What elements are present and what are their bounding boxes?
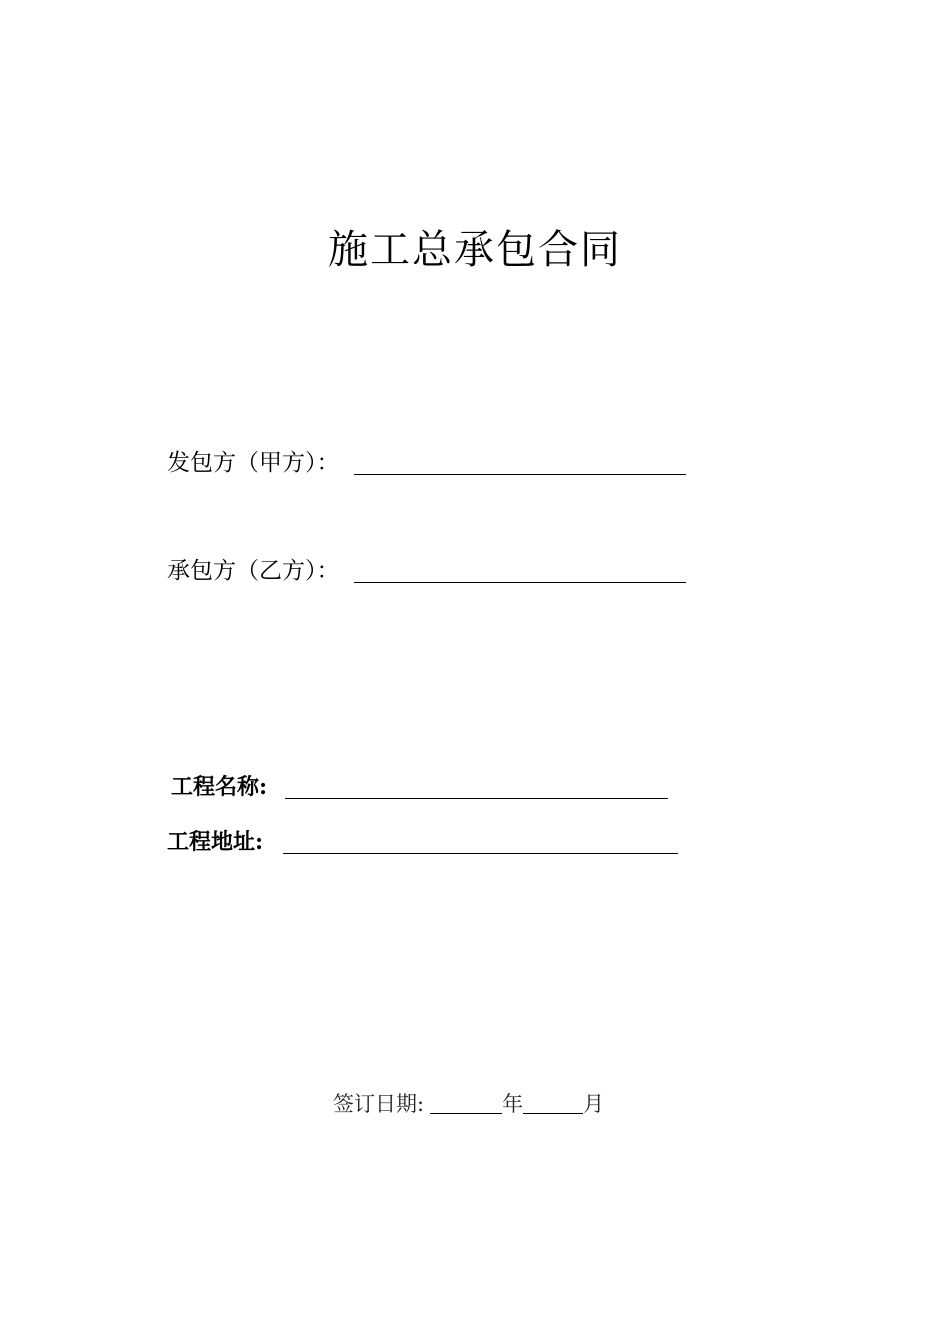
signing-date-label: 签订日期: [333, 1092, 425, 1116]
party-b-label: 承包方（乙方）： [167, 558, 340, 584]
party-a-label: 发包方（甲方）： [167, 450, 340, 476]
project-address-blank-line [283, 829, 678, 854]
party-a-field [167, 448, 686, 478]
month-blank-line [523, 1093, 583, 1114]
month-label: 月 [583, 1092, 605, 1116]
signing-date [333, 1090, 604, 1118]
party-b-blank-line [354, 558, 686, 583]
project-name-field [171, 772, 668, 802]
project-name-label: 工程名称: [171, 774, 268, 800]
year-blank-line [430, 1093, 502, 1114]
project-name-blank-line [285, 774, 668, 799]
year-label: 年 [502, 1092, 524, 1116]
project-address-label: 工程地址: [167, 829, 264, 855]
document-title: 施工总承包合同 [328, 227, 622, 273]
party-b-field [167, 556, 686, 586]
party-a-blank-line [354, 450, 686, 475]
project-address-field [167, 827, 678, 857]
